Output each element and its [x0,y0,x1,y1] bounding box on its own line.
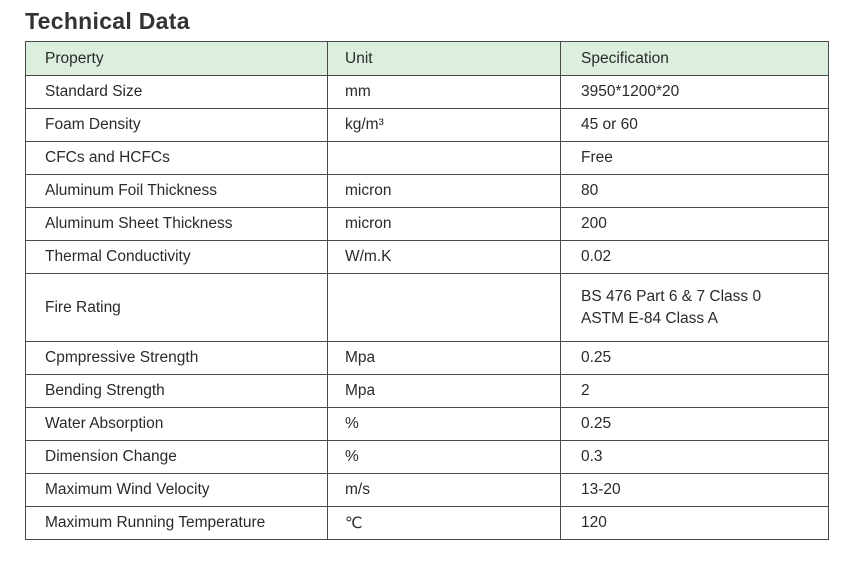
specification-cell: 3950*1200*20 [561,76,829,109]
property-cell: Aluminum Foil Thickness [26,175,328,208]
property-cell: Cpmpressive Strength [26,342,328,375]
specification-cell: 45 or 60 [561,109,829,142]
unit-cell: micron [328,175,561,208]
page-title: Technical Data [25,8,190,34]
unit-cell: % [328,408,561,441]
header-unit: Unit [328,42,561,76]
table-row [26,76,829,109]
property-cell: Water Absorption [26,408,328,441]
table-row [26,142,829,175]
unit-cell: mm [328,76,561,109]
property-cell: Dimension Change [26,441,328,474]
table-row [26,342,829,375]
table-row [26,441,829,474]
unit-cell: Mpa [328,375,561,408]
table-row [26,274,829,342]
technical-data-table [25,41,829,540]
specification-cell: 0.25 [561,408,829,441]
unit-cell: kg/m³ [328,109,561,142]
unit-cell: m/s [328,474,561,507]
specification-cell: 13-20 [561,474,829,507]
table-row [26,507,829,540]
table-header-row [26,42,829,76]
property-cell: Foam Density [26,109,328,142]
unit-cell [328,274,561,342]
property-cell: Fire Rating [26,274,328,342]
specification-cell: 0.3 [561,441,829,474]
specification-cell: 0.02 [561,241,829,274]
specification-line: BS 476 Part 6 & 7 Class 0 [581,287,762,305]
table-row [26,109,829,142]
specification-line: ASTM E-84 Class A [581,309,718,327]
table-row [26,408,829,441]
unit-cell: ℃ [328,507,561,540]
header-specification: Specification [561,42,829,76]
specification-cell: 2 [561,375,829,408]
property-cell: Maximum Wind Velocity [26,474,328,507]
property-cell: Thermal Conductivity [26,241,328,274]
specification-cell [561,274,829,342]
unit-cell: % [328,441,561,474]
table-row [26,241,829,274]
table-row [26,175,829,208]
specification-cell: 200 [561,208,829,241]
unit-cell: W/m.K [328,241,561,274]
property-cell: Aluminum Sheet Thickness [26,208,328,241]
property-cell: Bending Strength [26,375,328,408]
property-cell: Maximum Running Temperature [26,507,328,540]
unit-cell: Mpa [328,342,561,375]
specification-cell: 80 [561,175,829,208]
property-cell: Standard Size [26,76,328,109]
specification-cell: 0.25 [561,342,829,375]
unit-cell: micron [328,208,561,241]
table-row [26,208,829,241]
table-row [26,474,829,507]
specification-cell: 120 [561,507,829,540]
table-row [26,375,829,408]
unit-cell [328,142,561,175]
specification-cell: Free [561,142,829,175]
property-cell: CFCs and HCFCs [26,142,328,175]
header-property: Property [26,42,328,76]
